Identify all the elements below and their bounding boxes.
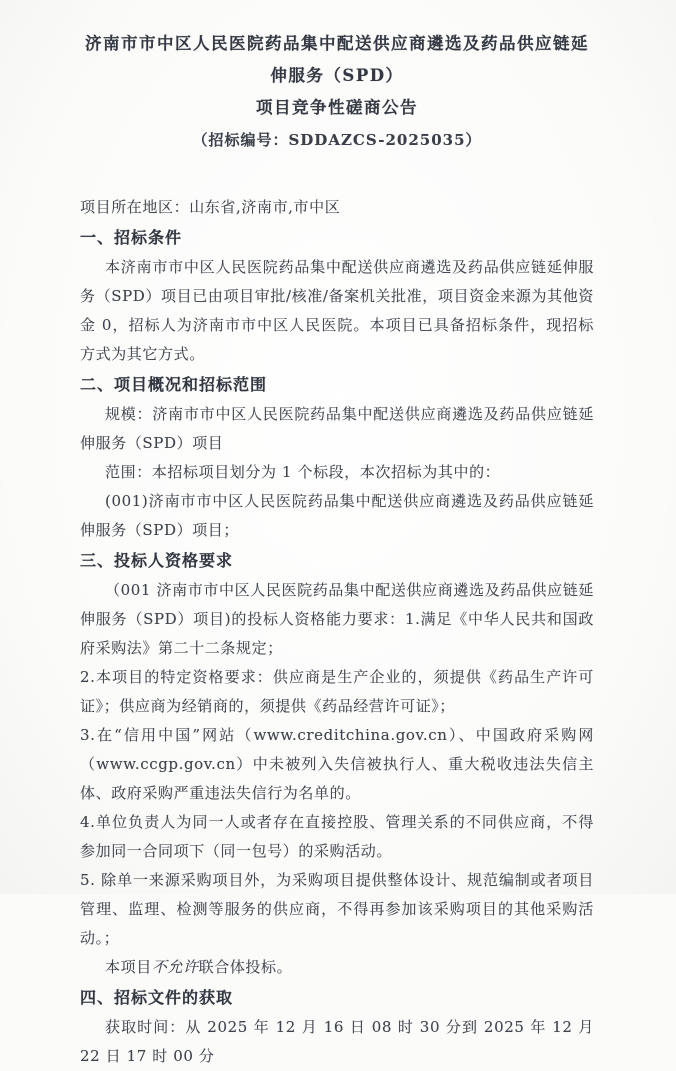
paragraph: （001 济南市市中区人民医院药品集中配送供应商遴选及药品供应链延伸服务（SPD）项目)的投标人资格能力要求：1.满足《中华人民共和国政府采购法》第二十二条规定； — [80, 581, 594, 657]
page-title-line-2: 项目竞争性磋商公告 — [256, 98, 418, 117]
section-heading: 三、投标人资格要求 — [80, 551, 234, 570]
document-body — [80, 193, 594, 1071]
section-bid-conditions — [80, 223, 594, 369]
paragraph: 3.在“信用中国”网站（www.creditchina.gov.cn）、中国政府采购网（www.ccgp.gov.cn）中未被列入失信被执行人、重大税收违法失信主体、政府采购严重违法失信行为名单的。 — [80, 726, 594, 802]
section-document-acquisition — [80, 983, 594, 1071]
paragraph: 规模：济南市市中区人民医院药品集中配送供应商遴选及药品供应链延伸服务（SPD）项目 — [80, 405, 594, 452]
page-title-line-1: 济南市市中区人民医院药品集中配送供应商遴选及药品供应链延伸服务（SPD） — [85, 34, 589, 85]
paragraph: 2.本项目的特定资格要求：供应商是生产企业的，须提供《药品生产许可证》；供应商为经销商的，须提供《药品经营许可证》； — [80, 668, 594, 715]
paragraph: 4.单位负责人为同一人或者存在直接控股、管理关系的不同供应商，不得参加同一合同项下（同一包号）的采购活动。 — [80, 813, 594, 860]
no-consortium-prefix: 本项目 — [105, 958, 152, 976]
project-location: 项目所在地区：山东省,济南市,市中区 — [80, 198, 341, 216]
paragraph: 本济南市市中区人民医院药品集中配送供应商遴选及药品供应链延伸服务（SPD）项目已由项目审批/核准/备案机关批准，项目资金来源为其他资金 0，招标人为济南市市中区人民医院。本项目已具备招标条件，现招标方式为其它方式。 — [80, 258, 594, 363]
paragraph-no-consortium — [80, 953, 594, 982]
no-consortium-suffix: 联合体投标。 — [198, 958, 293, 976]
paragraph: (001)济南市市中区人民医院药品集中配送供应商遴选及药品供应链延伸服务（SPD）项目； — [80, 492, 594, 539]
paragraph: 范围：本招标项目划分为 1 个标段，本次招标为其中的： — [105, 463, 501, 481]
section-heading: 二、项目概况和招标范围 — [80, 375, 268, 394]
paragraph: 5. 除单一来源采购项目外，为采购项目提供整体设计、规范编制或者项目管理、监理、检测等服务的供应商，不得再参加该采购项目的其他采购活动。； — [80, 871, 594, 947]
paragraph: 获取时间：从 2025 年 12 月 16 日 08 时 30 分到 2025 年 12 月 22 日 17 时 00 分 — [80, 1018, 594, 1065]
bid-number: （招标编号：SDDAZCS-2025035） — [192, 131, 482, 149]
section-heading: 一、招标条件 — [80, 228, 183, 247]
no-consortium-emphasis: 不允许 — [151, 958, 199, 976]
section-bidder-qualifications — [80, 546, 594, 982]
document-header — [80, 28, 594, 154]
section-project-overview — [80, 370, 594, 545]
section-heading: 四、招标文件的获取 — [80, 988, 234, 1007]
